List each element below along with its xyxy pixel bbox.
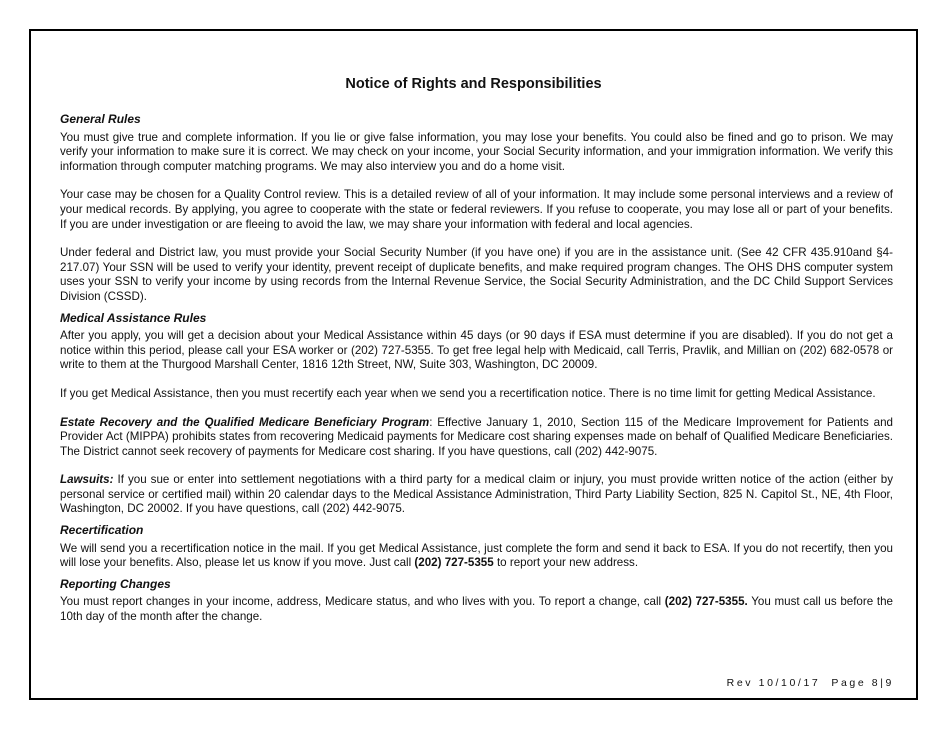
page-title: Notice of Rights and Responsibilities [345, 76, 602, 92]
lawsuits-text: If you sue or enter into settlement negotiations with a third party for a medical claim or injury, you must provide written notice of the action (either by personal service or certified mail) within 20 calendar days to the Medical Assistance Administration, Third Party Liability Section, 825 N. Capitol St., NE, 4th Floor, Washington, DC 20002. If you have questions, call (202) 442-9075. [60, 473, 893, 516]
medical-assistance-paragraph-2: If you get Medical Assistance, then you must recertify each year when we send you a recertification notice. There is no time limit for getting Medical Assistance. [60, 386, 876, 400]
revision-page-footer: Rev 10/10/17 Page 8|9 [726, 677, 894, 689]
reporting-changes-phone: (202) 727-5355. [664, 595, 748, 609]
estate-recovery-paragraph [60, 416, 893, 460]
medical-assistance-heading: Medical Assistance Rules [60, 310, 207, 325]
notice-body [60, 112, 893, 639]
reporting-changes-paragraph [60, 595, 893, 624]
recertification-text-b: to report your new address. [493, 556, 639, 570]
general-rules-paragraph-1: You must give true and complete information. If you lie or give false information, you may lose your benefits. You could also be fined and go to prison. We may verify your information to make sure it is correct. We may check on your income, your Social Security information, and your immigration information. We verify this information through computer matching programs. We may also interview you and do a home visit. [60, 130, 893, 173]
reporting-changes-text-b: You must call us before the 10th day of the month after the change. [60, 595, 893, 624]
medical-assistance-paragraph-1: After you apply, you will get a decision about your Medical Assistance within 45 days (or 90 days if ESA must determine if you are disabled). If you do not get a notice within this period, please call your ESA worker or (202) 727-5355. To get free legal help with Medicaid, call Terris, Pravlik, and Millian on (202) 682-0578 or write to them at the Thurgood Marshall Center, 1816 12th Street, NW, Suite 303, Washington, DC 20009. [60, 329, 893, 372]
estate-recovery-text: : Effective January 1, 2010, Section 115 of the Medicare Improvement for Patients and Provider Act (MIPPA) prohibits states from recovering Medicaid payments for Medicare cost sharing expenses made on behalf of Qualified Medicare Beneficiaries. The District cannot seek recovery of payments for Medicare cost sharing. If you have questions, call (202) 442-9075. [60, 415, 893, 458]
general-rules-paragraph-2: Your case may be chosen for a Quality Control review. This is a detailed review of all of your information. It may include some personal interviews and a review of your medical records. By applying, you agree to cooperate with the state or federal reviewers. If you refuse to cooperate, you may lose all or part of your benefits. If you are under investigation or are fleeing to avoid the law, we may share your information with federal and local agencies. [60, 188, 893, 231]
lawsuits-lead: Lawsuits: [60, 473, 114, 487]
lawsuits-paragraph [60, 473, 893, 517]
recertification-phone: (202) 727-5355 [414, 556, 494, 570]
reporting-changes-text-a: You must report changes in your income, address, Medicare status, and who lives with you. To report a change, call [60, 595, 665, 609]
recertification-heading: Recertification [60, 523, 144, 538]
reporting-changes-heading: Reporting Changes [60, 576, 171, 591]
recertification-text-a: We will send you a recertification notice in the mail. If you get Medical Assistance, just complete the form and send it back to ESA. If you do not recertify, then you will lose your benefits. Also, please let us know if you move. Just call [60, 541, 893, 570]
page-frame [29, 29, 918, 700]
general-rules-heading: General Rules [60, 112, 141, 126]
estate-recovery-lead: Estate Recovery and the Qualified Medicare Beneficiary Program [60, 415, 430, 429]
recertification-paragraph [60, 542, 893, 571]
general-rules-paragraph-3: Under federal and District law, you must provide your Social Security Number (if you have one) if you are in the assistance unit. (See 42 CFR 435.910and §4-217.07) Your SSN will be used to verify your identity, prevent receipt of duplicate benefits, and make required program changes. The OHS DHS computer system uses your SSN to verify your income by using records from the Internal Revenue Service, the Social Security Administration, and the DC Child Support Services Division (CSSD). [60, 246, 893, 303]
